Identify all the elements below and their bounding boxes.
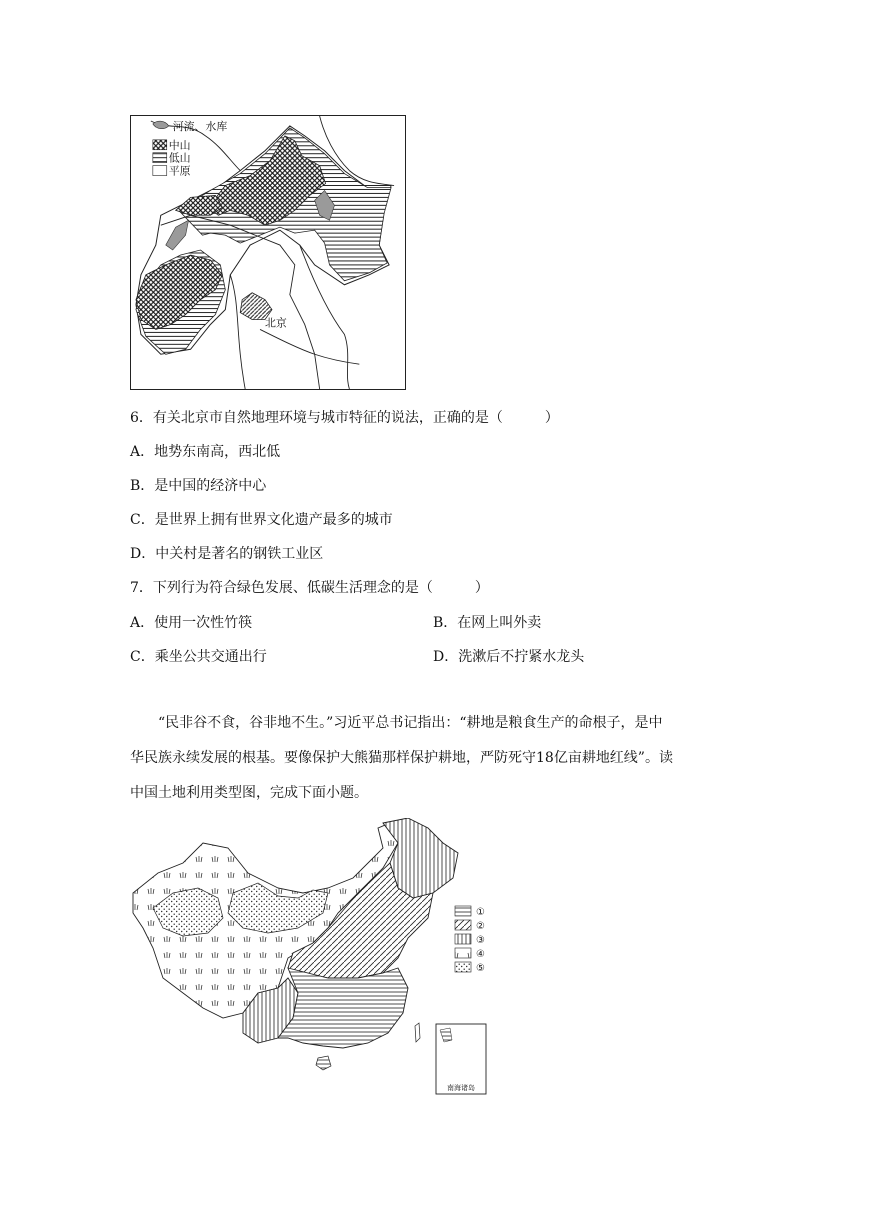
q6-option-b[interactable]: B．是中国的经济中心 [130, 478, 267, 494]
guanting-reservoir [166, 220, 189, 250]
intro-line-3: 中国土地利用类型图，完成下面小题。 [130, 785, 368, 801]
middle-mountain-west [176, 195, 223, 215]
q7-option-b[interactable]: B．在网上叫外卖 [433, 615, 542, 631]
legend-item-3: ③ [476, 935, 485, 946]
q7-option-a[interactable]: A．使用一次性竹筷 [130, 615, 253, 631]
legend-item-5: ⑤ [476, 963, 485, 974]
q7-option-c[interactable]: C．乘坐公共交通出行 [130, 649, 267, 665]
legend-middle-mountain: 中山 [168, 138, 191, 152]
beijing-terrain-map [130, 115, 406, 390]
legend-item-1: ① [476, 907, 485, 918]
inset-label: 南海诸岛 [447, 1084, 475, 1092]
q6-option-a[interactable]: A．地势东南高，西北低 [130, 444, 281, 460]
intro-line-2: 华民族永续发展的根基。要像保护大熊猫那样保护耕地，严防死守18亿亩耕地红线”。读 [130, 750, 673, 766]
legend-item-4: ④ [476, 949, 485, 960]
city-label-beijing: 北京 [265, 316, 287, 330]
intro-line-1: “民非谷不食，谷非地不生。”习近平总书记指出：“耕地是粮食生产的命根子，是中 [158, 715, 663, 731]
q7-stem: 7．下列行为符合绿色发展、低碳生活理念的是（ ） [130, 580, 489, 596]
legend-river: 河流、水库 [172, 119, 228, 133]
legend-item-2: ② [476, 921, 485, 932]
china-land-use-map [128, 818, 493, 1096]
q6-option-d[interactable]: D．中关村是著名的钢铁工业区 [130, 546, 324, 562]
south-region [278, 968, 408, 1048]
legend-low-mountain: 低山 [168, 151, 191, 165]
q6-stem: 6．有关北京市自然地理环境与城市特征的说法，正确的是（ ） [130, 410, 559, 426]
intro-paragraph [130, 706, 740, 811]
q6-option-c[interactable]: C．是世界上拥有世界文化遗产最多的城市 [130, 512, 393, 528]
legend-plain: 平原 [168, 164, 191, 178]
q7-option-d[interactable]: D．洗漱后不拧紧水龙头 [433, 649, 585, 665]
